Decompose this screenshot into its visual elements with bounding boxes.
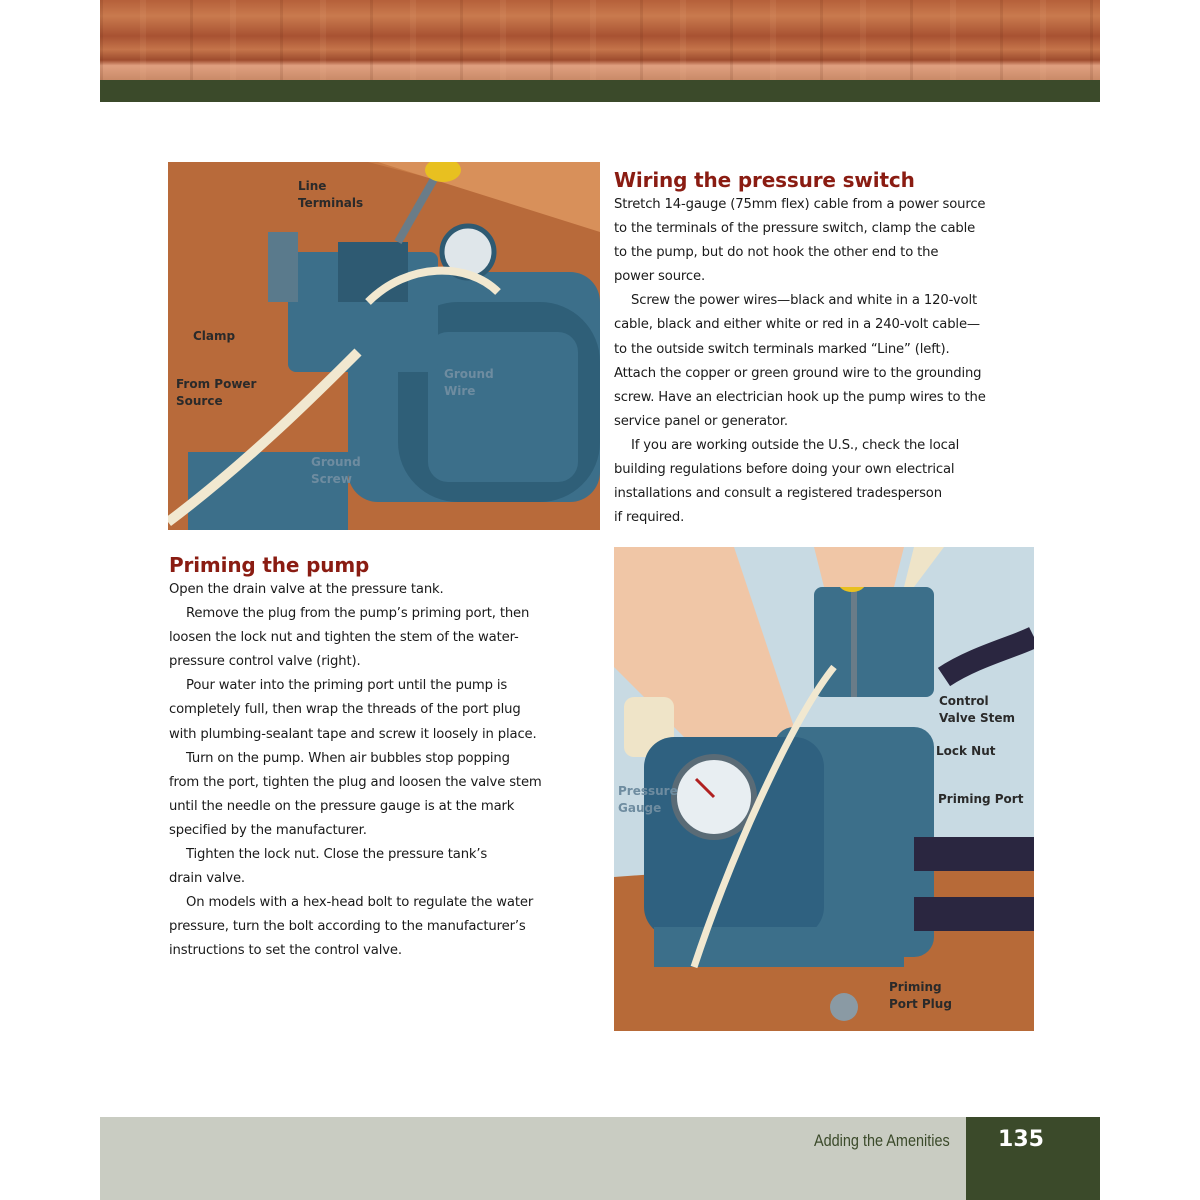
label-priming-port: Priming Port xyxy=(938,792,1024,806)
body-line: to the pump, but do not hook the other end to the xyxy=(614,245,939,261)
priming-heading: Priming the pump xyxy=(169,553,370,577)
header-wood-band xyxy=(100,0,1100,80)
body-line: to the terminals of the pressure switch, clamp the cable xyxy=(614,221,976,237)
body-line: Open the drain valve at the pressure tank. xyxy=(169,582,444,597)
body-line: if required. xyxy=(614,510,685,526)
label-ground-screw: Ground Screw xyxy=(311,455,361,486)
page-number: 135 xyxy=(998,1127,1044,1152)
body-line: specified by the manufacturer. xyxy=(169,822,367,838)
body-line: instructions to set the control valve. xyxy=(169,943,402,959)
wiring-body xyxy=(614,193,986,530)
pressure-switch-wiring-illustration xyxy=(168,162,600,530)
body-line: Remove the plug from the pump’s priming port, then xyxy=(186,606,530,622)
body-line: to the outside switch terminals marked “Line” (left). xyxy=(614,341,950,357)
body-line: Stretch 14-gauge (75mm flex) cable from a power source xyxy=(614,197,986,212)
page-number-box xyxy=(966,1117,1100,1200)
running-footer-title: Adding the Amenities xyxy=(814,1131,950,1150)
body-line: completely full, then wrap the threads of the port plug xyxy=(169,702,521,718)
label-from-power-source: From Power Source xyxy=(176,377,257,408)
label-line-terminals: Line Terminals xyxy=(298,179,364,210)
label-clamp: Clamp xyxy=(193,329,236,343)
body-line: screw. Have an electrician hook up the pump wires to the xyxy=(614,389,986,405)
body-line: from the port, tighten the plug and loosen the valve stem xyxy=(169,774,542,790)
body-line: with plumbing-sealant tape and screw it loosely in place. xyxy=(169,726,537,742)
body-line: pressure control valve (right). xyxy=(169,654,361,670)
priming-body xyxy=(169,578,542,964)
body-line: Tighten the lock nut. Close the pressure tank’s xyxy=(186,847,488,863)
body-line: On models with a hex-head bolt to regulate the water xyxy=(186,895,534,911)
body-line: building regulations before doing your own electrical xyxy=(614,462,955,478)
pump-drawing-left xyxy=(168,162,600,530)
label-ground-wire: Ground Wire xyxy=(444,367,494,398)
body-line: loosen the lock nut and tighten the stem of the water- xyxy=(169,630,519,646)
label-lock-nut: Lock Nut xyxy=(936,744,996,758)
body-line: Screw the power wires—black and white in a 120-volt xyxy=(631,293,977,309)
wiring-heading: Wiring the pressure switch xyxy=(614,168,915,192)
label-pressure-gauge: Pressure Gauge xyxy=(618,784,678,815)
body-line: If you are working outside the U.S., check the local xyxy=(631,437,960,453)
body-line: cable, black and either white or red in a 240-volt cable— xyxy=(614,317,980,333)
body-line: until the needle on the pressure gauge is at the mark xyxy=(169,798,515,814)
body-line: pressure, turn the bolt according to the manufacturer’s xyxy=(169,919,526,935)
header-green-band xyxy=(100,80,1100,102)
body-line: Attach the copper or green ground wire to the grounding xyxy=(614,365,982,381)
body-line: Turn on the pump. When air bubbles stop popping xyxy=(186,750,510,766)
body-line: service panel or generator. xyxy=(614,413,788,429)
body-line: Pour water into the priming port until the pump is xyxy=(186,678,508,694)
body-line: installations and consult a registered tradesperson xyxy=(614,486,942,502)
label-priming-port-plug: Priming Port Plug xyxy=(889,980,952,1011)
pump-priming-illustration xyxy=(614,547,1034,1031)
label-control-valve-stem: Control Valve Stem xyxy=(939,694,1016,725)
body-line: drain valve. xyxy=(169,871,245,887)
wiring-section xyxy=(614,167,986,530)
body-line: power source. xyxy=(614,269,705,285)
priming-section xyxy=(169,552,542,964)
footer-band xyxy=(100,1117,966,1200)
